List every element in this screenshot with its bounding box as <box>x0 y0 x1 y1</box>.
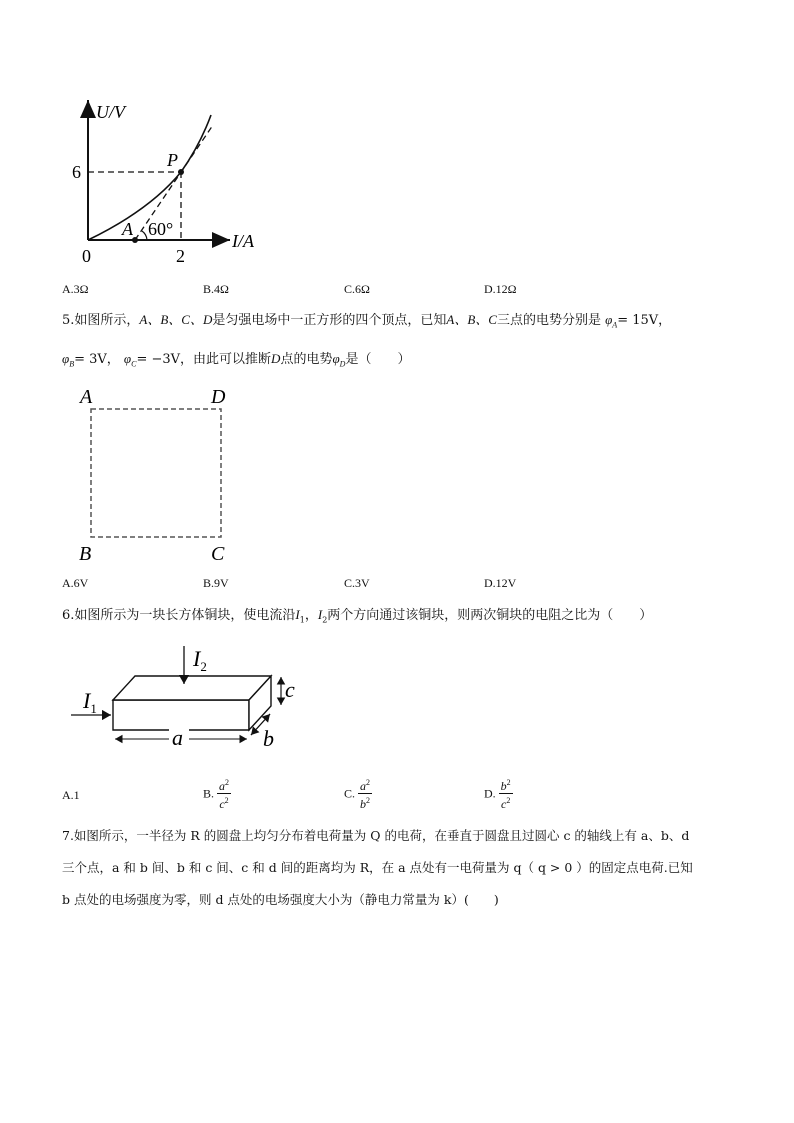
x-tick-label: 2 <box>176 246 185 266</box>
current-i2-label: $I_2$ <box>193 646 207 674</box>
vertex-c-label: C <box>211 543 225 565</box>
q4-option-d[interactable]: D.12Ω <box>484 282 517 296</box>
dimension-b-label: b <box>263 726 274 751</box>
q7-stem-line1: 7.如图所示，一半径为 R 的圆盘上均匀分布着电荷量为 Q 的电荷，在垂直于圆盘且过圆心 c 的轴线上有 a、b、d <box>62 828 690 843</box>
q7-stem-line3: b 点处的电场强度为零，则 d 点处的电场强度大小为（静电力常量为 k）( ) <box>62 892 499 907</box>
point-p-label: P <box>167 150 178 170</box>
point-a-label: A <box>122 219 133 239</box>
q6-option-a[interactable]: A.1 <box>62 788 80 802</box>
q6-option-d-fraction: $\frac{b^2}{c^2}$ <box>500 778 511 811</box>
q5-option-d[interactable]: D.12V <box>484 576 517 590</box>
origin-label: 0 <box>82 246 91 266</box>
dimension-a-label: a <box>172 725 183 750</box>
q6-option-c-fraction: $\frac{a^2}{b^2}$ <box>360 778 371 811</box>
vertex-a-label: A <box>80 386 93 408</box>
square-figure <box>75 385 245 565</box>
tangent-line <box>135 125 213 240</box>
q6-option-b-fraction: $\frac{a^2}{c^2}$ <box>219 778 230 811</box>
y-axis-label: U/V <box>96 102 125 122</box>
dashed-square <box>91 409 221 537</box>
q7-stem-line2: 三个点，a 和 b 间、b 和 c 间、c 和 d 间的距离均为 R，在 a 点处有一电荷量为 q（ q > 0 ）的固定点电荷.已知 <box>62 860 693 875</box>
copper-block-figure <box>65 640 305 755</box>
q6-stem: 6.如图所示为一块长方体铜块，使电流沿$I_1$，$I_2$两个方向通过该铜块，则两次铜块的电阻之比为（ ） <box>62 607 653 625</box>
q5-option-a[interactable]: A.6V <box>62 576 89 590</box>
u-i-graph <box>60 90 280 270</box>
x-axis-label: I/A <box>232 231 254 251</box>
q6-option-b[interactable]: B. $\frac{a^2}{c^2}$ <box>203 778 230 811</box>
q5-option-b[interactable]: B.9V <box>203 576 229 590</box>
vertex-d-label: D <box>211 386 226 408</box>
dimension-c-label: c <box>285 677 295 702</box>
q5-stem-line2: $\varphi_B= 3V$， $\varphi_C= -3V$，由此可以推断D点的电势$\varphi_D$是（ ） <box>62 351 411 369</box>
q6-option-d[interactable]: D. $\frac{b^2}{c^2}$ <box>484 778 511 811</box>
point-p-dot <box>178 169 184 175</box>
q4-option-a[interactable]: A.3Ω <box>62 282 89 296</box>
q4-option-c[interactable]: C.6Ω <box>344 282 370 296</box>
q5-option-c[interactable]: C.3V <box>344 576 370 590</box>
angle-label: 60° <box>148 219 174 239</box>
angle-arc <box>142 231 147 240</box>
y-tick-label: 6 <box>72 162 81 182</box>
q4-option-b[interactable]: B.4Ω <box>203 282 229 296</box>
q5-stem-line1: 5.如图所示，A、B、C、D是匀强电场中一正方形的四个顶点，已知A、B、C三点的电势分别是 $\varphi_A= 15V$， <box>62 312 672 330</box>
block-top-face <box>113 676 271 700</box>
q6-option-c[interactable]: C. $\frac{a^2}{b^2}$ <box>344 778 371 811</box>
current-i1-label: $I_1$ <box>83 688 97 716</box>
vertex-b-label: B <box>79 543 92 565</box>
